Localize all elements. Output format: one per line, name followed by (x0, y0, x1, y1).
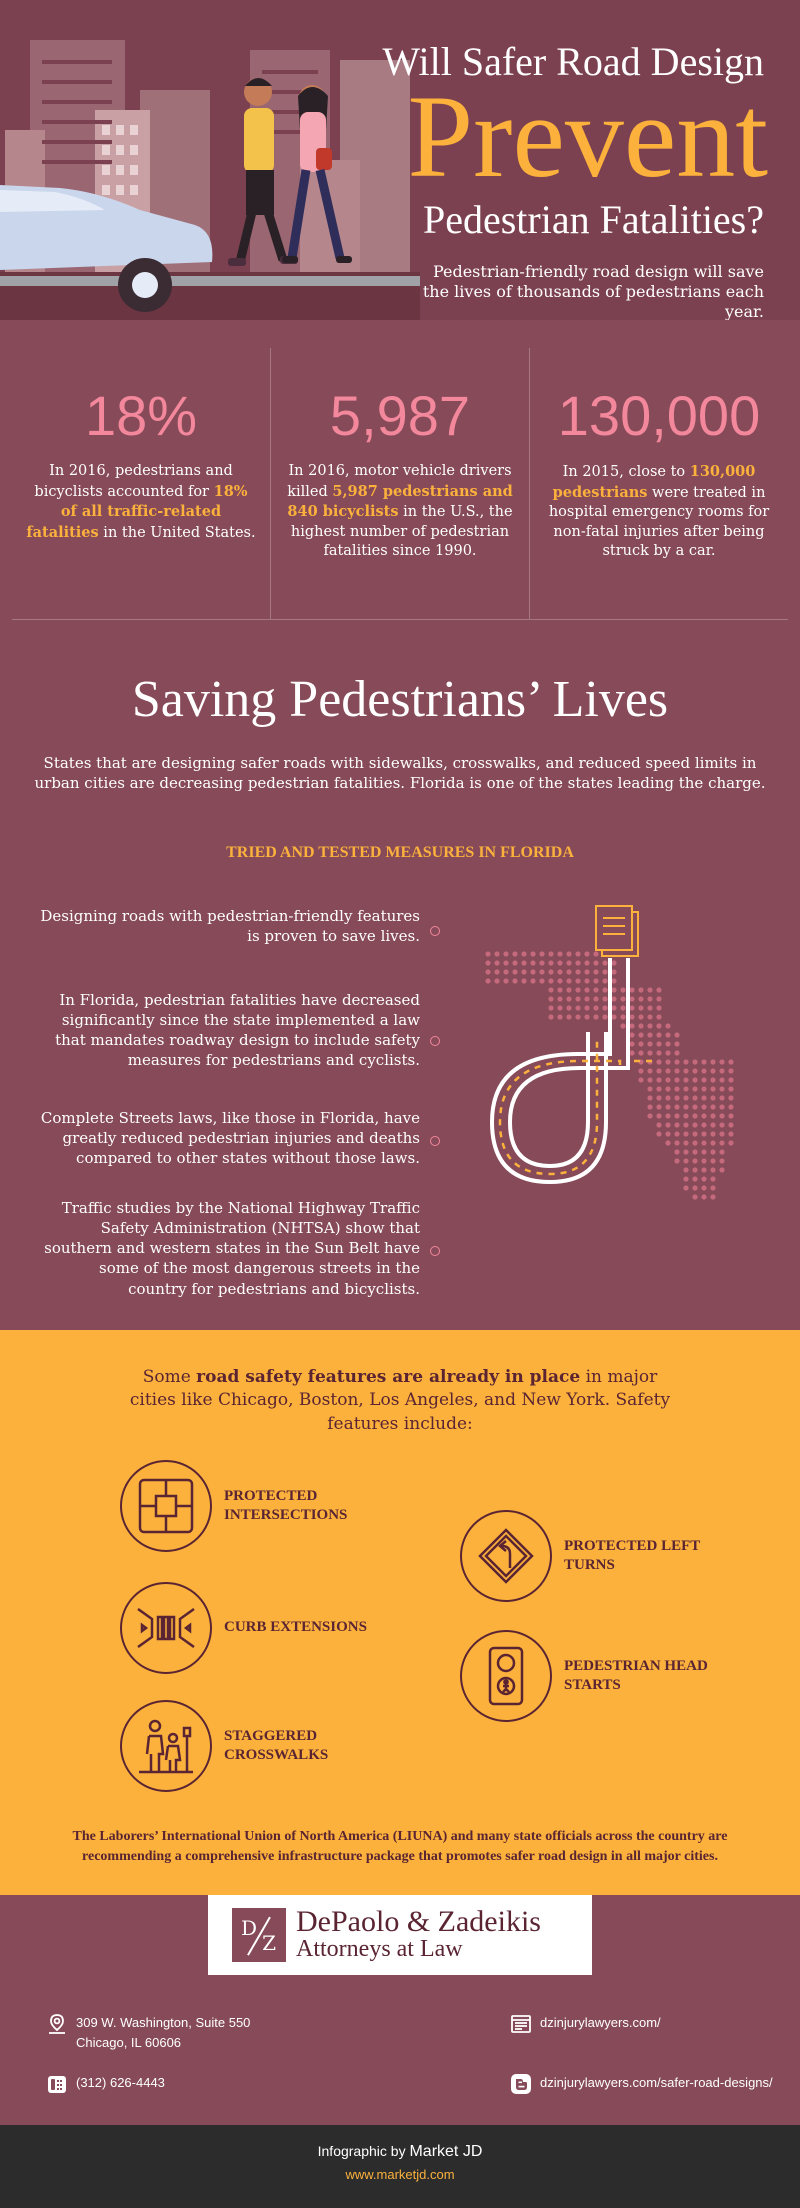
feature-pedestrian-head-starts (460, 1630, 714, 1722)
dz-monogram-icon: D Z (232, 1908, 286, 1962)
measures-subheading: TRIED AND TESTED MEASURES IN FLORIDA (226, 843, 574, 861)
contact-section (0, 1895, 800, 2125)
measure-item: Traffic studies by the National Highway Traffic Safety Administration (NHTSA) show that southern and western states in the Sun Belt have some of the most dangerous streets in the country for pedestrians and bicyclists. (44, 1198, 420, 1298)
browser-window-icon (510, 2013, 532, 2035)
stat-number: 18% (84, 384, 198, 447)
saving-text: States that are designing safer roads with sidewalks, crosswalks, and reduced speed limits in urban cities are decreasing pedestrian fatalities. Florida is one of the states leading the charge. (34, 754, 766, 793)
feature-protected-intersections (120, 1460, 374, 1552)
intersection-icon (120, 1460, 212, 1552)
crosswalk-people-icon (120, 1700, 212, 1792)
curb-extension-icon (120, 1582, 212, 1674)
blog-link[interactable]: dzinjurylawyers.com/safer-road-designs/ (510, 2073, 773, 2095)
hero-subtitle: Pedestrian-friendly road design will save the lives of thousands of pedestrians each year. (422, 262, 764, 320)
stat-text: In 2015, close to 130,000 pedestrians were treated in hospital emergency rooms for non-fatal injuries after being struck by a car. (548, 463, 770, 560)
stat-number: 5,987 (329, 384, 471, 447)
pedestrian-signal-icon (460, 1630, 552, 1722)
map-pin-icon (46, 2013, 68, 2035)
hero-title-line1: Will Safer Road Design (382, 39, 764, 84)
hero-title-prevent: Prevent (407, 71, 768, 202)
florida-road-map-icon (470, 890, 780, 1220)
saving-title: Saving Pedestrians’ Lives (131, 671, 669, 728)
feature-label: CURB EXTENSIONS (224, 1619, 367, 1636)
phone-icon (46, 2073, 68, 2095)
measure-item: Designing roads with pedestrian-friendly features is proven to save lives. (40, 906, 420, 945)
firm-name: DePaolo & Zadeikis Attorneys at Law (296, 1904, 541, 1962)
hero-title-line3: Pedestrian Fatalities? (422, 197, 764, 242)
law-firm-logo (208, 1895, 592, 1975)
measure-item: Complete Streets laws, like those in Florida, have greatly reduced pedestrian injuries and deaths compared to other states without those laws. (40, 1108, 420, 1167)
measures-section (0, 890, 800, 1330)
bullet-circle-icon (430, 926, 440, 936)
feature-label: PROTECTED LEFT TURNS (564, 1537, 701, 1573)
feature-curb-extensions (120, 1582, 374, 1674)
features-footnote: The Laborers’ International Union of North America (LIUNA) and many state officials across the country are recommending a comprehensive infrastructure package that promotes safer road design in all major cities. (72, 1829, 728, 1864)
document-icon (596, 906, 638, 956)
features-intro: Some road safety features are already in place in major cities like Chicago, Boston, Los Angeles, and New York. Safety features include: (129, 1366, 671, 1435)
stat-emergency-rooms (529, 348, 788, 619)
stats-row (12, 348, 788, 620)
feature-label: PEDESTRIAN HEAD STARTS (564, 1657, 708, 1693)
feature-label: STAGGERED CROSSWALKS (224, 1727, 329, 1763)
credit-footer (0, 2125, 800, 2208)
feature-staggered-crosswalks (120, 1700, 374, 1792)
hero-section (0, 0, 800, 320)
stat-pedestrians-killed (270, 348, 529, 619)
feature-label: PROTECTED INTERSECTIONS (224, 1487, 348, 1523)
left-turn-sign-icon (460, 1510, 552, 1602)
phone[interactable]: (312) 626-4443 (46, 2073, 165, 2095)
saving-section (0, 620, 800, 862)
website-link[interactable]: dzinjurylawyers.com/ (510, 2013, 661, 2035)
features-section (0, 1330, 800, 1895)
blogger-icon (510, 2073, 532, 2095)
bullet-circle-icon (430, 1136, 440, 1146)
credit-url[interactable]: www.marketjd.com (345, 2166, 455, 2182)
stat-number: 130,000 (557, 384, 761, 447)
stat-text: In 2016, pedestrians and bicyclists accounted for 18% of all traffic-related fatalities in the United States. (26, 463, 256, 541)
stat-percent (12, 348, 270, 619)
bullet-circle-icon (430, 1036, 440, 1046)
measure-item: In Florida, pedestrian fatalities have decreased significantly since the state implemented a law that mandates roadway design to include safety measures for pedestrians and cyclists. (55, 990, 420, 1070)
feature-protected-left-turns (460, 1510, 714, 1602)
city-walking-illustration (0, 0, 420, 320)
credit-line: Infographic by Market JD (317, 2142, 483, 2160)
address: 309 W. Washington, Suite 550 Chicago, IL 60606 (46, 2013, 250, 2053)
stat-text: In 2016, motor vehicle drivers killed 5,987 pedestrians and 840 bicyclists in the U.S., the highest number of pedestrian fatalities since 1990. (287, 463, 513, 560)
bullet-circle-icon (430, 1246, 440, 1256)
